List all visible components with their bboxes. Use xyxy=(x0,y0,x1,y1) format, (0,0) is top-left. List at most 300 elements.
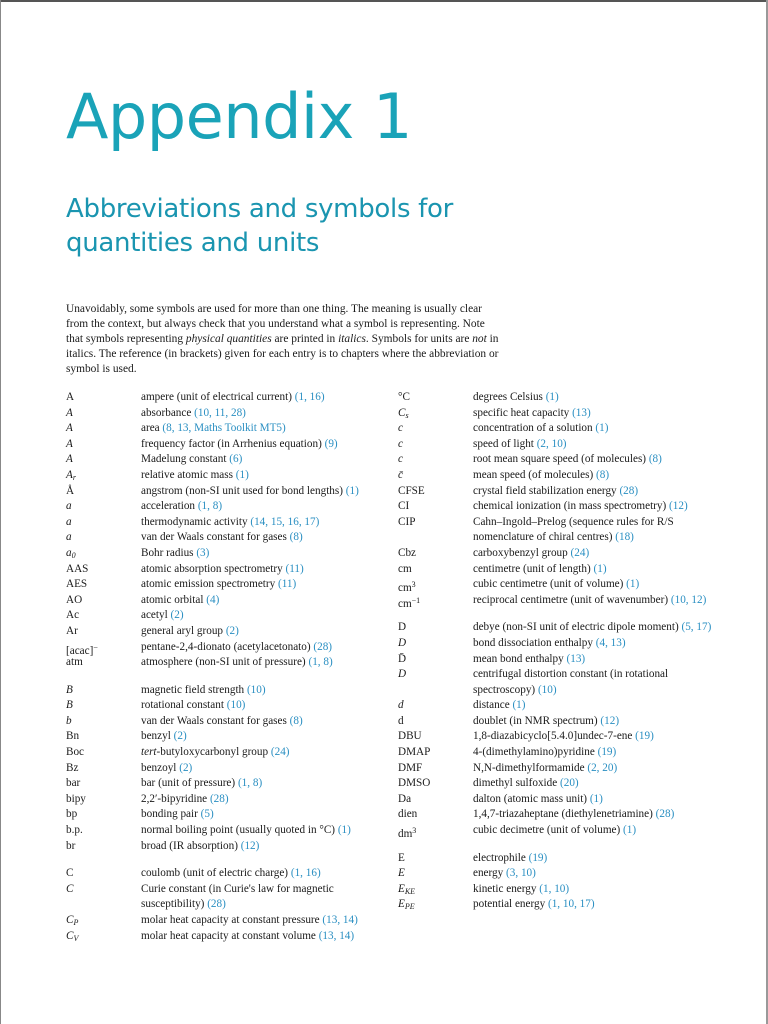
entry-description xyxy=(141,608,386,624)
entry-symbol xyxy=(398,636,406,652)
right-column xyxy=(398,390,728,913)
description-italic: tert xyxy=(141,746,157,759)
glossary-entry xyxy=(398,406,728,422)
symbol-text: E xyxy=(398,867,405,880)
entry-description xyxy=(473,452,728,468)
entry-description xyxy=(473,761,728,777)
entry-symbol xyxy=(398,593,420,613)
entry-description xyxy=(473,776,728,792)
entry-description xyxy=(473,823,728,839)
chapter-reference: (13, 14) xyxy=(318,929,355,942)
entry-description xyxy=(141,421,386,437)
entry-symbol xyxy=(398,851,405,867)
entry-symbol xyxy=(398,499,409,515)
glossary-entry xyxy=(66,776,386,792)
description-text: specific heat capacity xyxy=(473,406,570,419)
description-text: van der Waals constant for gases xyxy=(141,531,287,544)
description-text: broad (IR absorption) xyxy=(141,839,238,852)
chapter-reference: (28) xyxy=(209,792,229,805)
symbol-text: E xyxy=(398,882,405,895)
chapter-reference: (8) xyxy=(289,531,303,544)
chapter-reference: (2) xyxy=(170,609,184,622)
chapter-reference: (12) xyxy=(600,714,620,727)
chapter-reference: (2) xyxy=(225,624,239,637)
chapter-reference: (13, 14) xyxy=(322,914,358,926)
entry-description xyxy=(141,515,386,531)
symbol-subscript: s xyxy=(405,410,409,420)
entry-symbol xyxy=(398,866,405,882)
chapter-reference: (1, 16) xyxy=(290,867,321,880)
intro-text-run: . Symbols for units are xyxy=(365,333,473,345)
symbol-text: a xyxy=(66,515,72,528)
symbol-text: [acac] xyxy=(66,644,94,657)
entry-symbol xyxy=(398,620,406,636)
chapter-reference: (5, 17) xyxy=(681,621,712,634)
chapter-reference: (10, 11, 28) xyxy=(194,406,246,419)
intro-text-run: are printed in xyxy=(271,333,339,345)
entry-description xyxy=(473,729,728,745)
description-text: N,N-dimethylformamide xyxy=(473,761,585,774)
description-text: distance xyxy=(473,699,510,712)
glossary-entry xyxy=(66,698,386,714)
description-text: electrophile xyxy=(473,851,526,864)
entry-symbol xyxy=(66,437,73,453)
entry-description xyxy=(473,593,728,609)
entry-description xyxy=(473,562,728,578)
glossary-entry xyxy=(66,593,386,609)
description-text: cubic centimetre (unit of volume) xyxy=(473,578,624,591)
chapter-reference: (10, 12) xyxy=(670,593,707,606)
chapter-reference: (12) xyxy=(669,500,688,513)
entry-description xyxy=(473,437,728,453)
entry-description xyxy=(141,729,386,745)
intro-text-run: italics xyxy=(338,333,366,345)
glossary-entry xyxy=(66,913,386,929)
description-text: reciprocal centimetre (unit of wavenumber) xyxy=(473,593,669,606)
chapter-reference: (18) xyxy=(615,531,634,544)
entry-symbol xyxy=(66,655,83,671)
entry-symbol xyxy=(66,745,84,761)
entry-symbol xyxy=(398,484,425,500)
chapter-reference: (1) xyxy=(595,422,609,435)
symbol-text: A xyxy=(66,437,73,450)
glossary-entry xyxy=(398,484,728,500)
symbol-text: a xyxy=(66,546,72,559)
entry-description xyxy=(141,823,386,839)
entry-symbol xyxy=(66,452,73,468)
entry-symbol xyxy=(398,807,417,823)
chapter-reference: (10) xyxy=(226,699,246,712)
description-text: bar (unit of pressure) xyxy=(141,777,236,790)
entry-symbol xyxy=(398,745,430,761)
chapter-reference: (28) xyxy=(313,640,333,653)
page-title: Appendix 1 xyxy=(66,80,412,153)
chapter-reference: (19) xyxy=(635,730,654,743)
glossary-entry xyxy=(398,729,728,745)
description-text: cubic decimetre (unit of volume) xyxy=(473,824,621,837)
entry-symbol xyxy=(398,823,416,843)
entry-description xyxy=(473,745,728,761)
symbol-subscript: P xyxy=(73,918,79,927)
entry-description xyxy=(141,866,386,882)
description-text: mean speed (of molecules) xyxy=(473,468,594,481)
symbol-text: DBU xyxy=(398,730,422,743)
glossary-entry xyxy=(66,807,386,823)
symbol-text: a xyxy=(66,500,72,513)
chapter-reference: (10) xyxy=(246,683,266,696)
entry-description xyxy=(141,929,386,945)
symbol-text: d xyxy=(398,699,404,712)
glossary-entry xyxy=(398,577,728,593)
description-text: root mean square speed (of molecules) xyxy=(473,453,647,466)
symbol-superscript: 3 xyxy=(412,826,417,836)
entry-symbol xyxy=(398,390,410,406)
entry-symbol xyxy=(66,807,77,823)
symbol-superscript: −1 xyxy=(411,595,421,605)
description-text: atomic absorption spectrometry xyxy=(141,562,283,575)
chapter-reference: (3) xyxy=(196,546,210,559)
symbol-text: DMF xyxy=(398,761,423,774)
chapter-reference: (3, 10) xyxy=(506,867,536,880)
entry-symbol xyxy=(398,452,403,468)
entry-description xyxy=(141,807,386,823)
description-text: angstrom (non-SI unit used for bond lengths) xyxy=(141,484,343,497)
symbol-text: C xyxy=(66,914,74,926)
description-text: Bohr radius xyxy=(141,546,194,559)
entry-symbol xyxy=(66,484,74,500)
description-text: pentane-2,4-dionato (acetylacetonato) xyxy=(141,640,311,653)
symbol-text: C xyxy=(398,406,406,419)
entry-symbol xyxy=(398,546,416,562)
entry-description xyxy=(141,714,386,730)
symbol-text: D xyxy=(398,668,407,681)
entry-symbol xyxy=(398,421,403,437)
entry-description xyxy=(141,452,386,468)
entry-description xyxy=(473,882,728,898)
description-text: 1,4,7-triazaheptane (diethylenetriamine) xyxy=(473,808,653,821)
entry-description xyxy=(141,776,386,792)
symbol-text: Å xyxy=(66,484,75,497)
glossary-entry xyxy=(398,882,728,898)
description-text: Cahn–Ingold–Prelog (sequence rules for R/S nomenclature of chiral centres) xyxy=(473,515,674,544)
chapter-reference: (1, 8) xyxy=(197,500,223,513)
glossary-entry xyxy=(66,866,386,882)
glossary-entry xyxy=(66,452,386,468)
glossary-entry xyxy=(66,406,386,422)
chapter-reference: (6) xyxy=(229,453,243,466)
symbol-text: Ac xyxy=(66,609,80,622)
glossary-entry xyxy=(66,745,386,761)
entry-description xyxy=(473,406,728,422)
chapter-reference: (1) xyxy=(626,578,640,591)
chapter-reference: (1, 10, 17) xyxy=(547,898,595,911)
entry-symbol xyxy=(66,776,80,792)
entry-symbol xyxy=(66,593,82,609)
glossary-entry xyxy=(398,897,728,913)
glossary-entry xyxy=(398,620,728,636)
entry-description xyxy=(473,620,728,636)
entry-symbol xyxy=(398,667,406,683)
description-text: atomic orbital xyxy=(141,593,204,606)
symbol-text: DMAP xyxy=(398,746,431,759)
glossary-entry xyxy=(66,499,386,515)
symbol-text: bar xyxy=(66,777,81,790)
chapter-reference: (1) xyxy=(589,792,603,805)
symbol-text: c xyxy=(398,437,403,450)
description-text: Curie constant (in Curie's law for magnetic susceptibility) xyxy=(141,882,334,911)
page-edge-top xyxy=(0,0,768,2)
glossary-entry xyxy=(398,562,728,578)
symbol-text: °C xyxy=(398,391,410,403)
entry-description xyxy=(141,546,386,562)
section-gap xyxy=(66,671,386,683)
description-text: speed of light xyxy=(473,437,534,450)
symbol-text: CFSE xyxy=(398,484,425,497)
symbol-text: a xyxy=(66,531,72,544)
glossary-entry xyxy=(398,515,728,546)
entry-description xyxy=(473,698,728,714)
description-text: benzoyl xyxy=(141,761,177,774)
description-text: 1,8-diazabicyclo[5.4.0]undec-7-ene xyxy=(473,730,633,743)
section-gap xyxy=(398,608,728,620)
symbol-subscript: 0 xyxy=(71,550,76,560)
chapter-reference: (28) xyxy=(619,484,639,497)
entry-symbol xyxy=(398,714,404,730)
symbol-subscript: PE xyxy=(404,902,415,912)
entry-symbol xyxy=(398,897,415,915)
entry-description xyxy=(473,515,728,546)
entry-symbol xyxy=(66,839,75,855)
description-text: kinetic energy xyxy=(473,882,537,895)
chapter-reference: (13) xyxy=(566,652,586,665)
entry-description xyxy=(141,390,386,406)
glossary-entry xyxy=(66,655,386,671)
glossary-entry xyxy=(66,683,386,699)
description-text: molar heat capacity at constant pressure xyxy=(141,914,320,926)
symbol-text: dm xyxy=(398,828,413,841)
symbol-text: c̄ xyxy=(398,468,403,481)
description-text: magnetic field strength xyxy=(141,683,245,696)
glossary-entry xyxy=(66,484,386,500)
entry-description xyxy=(141,761,386,777)
chapter-reference: (24) xyxy=(270,746,290,759)
description-text: acetyl xyxy=(141,609,168,622)
description-text: molar heat capacity at constant volume xyxy=(141,929,316,942)
description-text: doublet (in NMR spectrum) xyxy=(473,714,598,727)
entry-symbol xyxy=(66,530,72,546)
description-text: debye (non-SI unit of electric dipole moment) xyxy=(473,621,679,634)
chapter-reference: (8) xyxy=(648,453,662,466)
symbol-text: A xyxy=(66,453,73,466)
glossary-entry xyxy=(66,515,386,531)
glossary-entry xyxy=(66,792,386,808)
symbol-text: AAS xyxy=(66,562,89,575)
entry-description xyxy=(141,530,386,546)
glossary-entry xyxy=(398,437,728,453)
symbol-subscript: KE xyxy=(404,886,416,896)
description-text: benzyl xyxy=(141,730,171,743)
entry-symbol xyxy=(398,776,430,792)
symbol-text: D xyxy=(398,636,407,649)
entry-description xyxy=(473,468,728,484)
description-text: concentration of a solution xyxy=(473,422,593,435)
description-text: centimetre (unit of length) xyxy=(473,562,591,575)
chapter-reference: (1, 8) xyxy=(237,777,263,790)
entry-symbol xyxy=(66,761,78,777)
description-text: acceleration xyxy=(141,500,196,513)
description-text: absorbance xyxy=(141,406,192,419)
description-text: relative atomic mass xyxy=(141,468,233,481)
entry-symbol xyxy=(398,562,412,578)
chapter-reference: (4) xyxy=(206,593,220,606)
chapter-reference: (12) xyxy=(240,839,260,852)
glossary-entry xyxy=(66,390,386,406)
intro-text-run: in italics. The reference (in brackets) given for each entry is to chapters where the abbreviation or symbol is used. xyxy=(66,333,499,375)
entry-symbol xyxy=(66,882,73,898)
page-subtitle: Abbreviations and symbols for quantities and units xyxy=(66,194,454,258)
description-text: crystal field stabilization energy xyxy=(473,484,617,497)
entry-description xyxy=(473,807,728,823)
symbol-text: bipy xyxy=(66,792,86,805)
symbol-text: d xyxy=(398,714,404,727)
symbol-text: A xyxy=(66,406,73,419)
symbol-text: Cbz xyxy=(398,546,417,559)
symbol-superscript: 3 xyxy=(411,580,416,590)
glossary-entry xyxy=(398,452,728,468)
symbol-text: b xyxy=(66,714,72,727)
entry-description xyxy=(473,866,728,882)
entry-description xyxy=(473,390,728,406)
entry-symbol xyxy=(66,608,79,624)
entry-description xyxy=(141,624,386,640)
symbol-superscript: − xyxy=(93,642,98,652)
glossary-entry xyxy=(398,593,728,609)
symbol-subscript: V xyxy=(73,933,79,943)
entry-symbol xyxy=(66,823,83,839)
chapter-reference: (8) xyxy=(289,714,303,727)
description-text: centrifugal distortion constant (in rotational spectroscopy) xyxy=(473,668,669,696)
entry-description xyxy=(473,499,728,515)
intro-paragraph xyxy=(66,302,502,377)
symbol-text: bp xyxy=(66,808,78,821)
glossary-entry xyxy=(66,577,386,593)
description-text: Madelung constant xyxy=(141,453,227,466)
entry-description xyxy=(473,851,728,867)
symbol-text: br xyxy=(66,839,76,852)
chapter-reference: (9) xyxy=(324,437,338,450)
chapter-reference: (11) xyxy=(278,578,297,591)
chapter-reference: (1) xyxy=(512,699,526,712)
description-text: bond dissociation enthalpy xyxy=(473,636,593,649)
entry-description xyxy=(473,667,728,698)
chapter-reference: (1, 16) xyxy=(294,391,325,403)
description-text: bonding pair xyxy=(141,808,198,821)
symbol-text: Bn xyxy=(66,730,80,743)
glossary-entry xyxy=(66,729,386,745)
entry-symbol xyxy=(66,390,74,406)
glossary-entry xyxy=(66,562,386,578)
glossary-entry xyxy=(66,530,386,546)
description-text: van der Waals constant for gases xyxy=(141,714,287,727)
glossary-entry xyxy=(66,839,386,855)
symbol-text: CIP xyxy=(398,515,416,528)
symbol-text: AO xyxy=(66,593,83,606)
symbol-text: B xyxy=(66,699,73,712)
entry-description xyxy=(473,714,728,730)
entry-description xyxy=(141,499,386,515)
glossary-entry xyxy=(398,823,728,839)
entry-symbol xyxy=(66,929,78,947)
symbol-text: D̄ xyxy=(398,652,407,665)
entry-description xyxy=(141,437,386,453)
chapter-reference: (24) xyxy=(570,546,590,559)
description-text: frequency factor (in Arrhenius equation) xyxy=(141,437,322,450)
description-text: coulomb (unit of electric charge) xyxy=(141,867,289,880)
symbol-text: Ar xyxy=(66,624,78,637)
entry-description xyxy=(141,683,386,699)
glossary-entry xyxy=(66,437,386,453)
chapter-reference: (20) xyxy=(560,777,579,790)
entry-symbol xyxy=(66,792,86,808)
chapter-reference: (4, 13) xyxy=(595,636,626,649)
entry-symbol xyxy=(66,515,72,531)
entry-description xyxy=(141,792,386,808)
chapter-reference: (13) xyxy=(572,406,591,419)
entry-description xyxy=(141,839,386,855)
entry-symbol xyxy=(66,421,73,437)
symbol-text: E xyxy=(398,851,405,864)
glossary-entry xyxy=(66,468,386,484)
symbol-text: C xyxy=(66,867,74,880)
symbol-text: b.p. xyxy=(66,824,83,837)
chapter-reference: (8, 13, Maths Toolkit MT5) xyxy=(162,422,286,435)
glossary-entry xyxy=(398,390,728,406)
symbol-text: Da xyxy=(398,792,412,805)
glossary-entry xyxy=(398,776,728,792)
chapter-reference: (2, 20) xyxy=(587,761,618,774)
symbol-text: DMSO xyxy=(398,777,431,790)
description-text: atmosphere (non-SI unit of pressure) xyxy=(141,656,306,669)
entry-description xyxy=(141,593,386,609)
entry-symbol xyxy=(398,437,403,453)
entry-description xyxy=(141,913,386,929)
entry-symbol xyxy=(66,698,73,714)
glossary-entry xyxy=(398,667,728,698)
glossary-entry xyxy=(66,640,386,656)
chapter-reference: (1, 10) xyxy=(539,882,570,895)
symbol-text: dien xyxy=(398,808,418,821)
section-gap xyxy=(66,854,386,866)
symbol-text: A xyxy=(66,468,73,481)
entry-description xyxy=(473,636,728,652)
chapter-reference: (1, 8) xyxy=(308,656,333,669)
symbol-text: AES xyxy=(66,578,88,591)
entry-symbol xyxy=(66,406,73,422)
glossary-entry xyxy=(398,792,728,808)
entry-symbol xyxy=(66,714,72,730)
entry-symbol xyxy=(66,683,73,699)
entry-symbol xyxy=(66,866,73,882)
chapter-reference: (2, 10) xyxy=(536,437,567,450)
glossary-entry xyxy=(398,652,728,668)
description-text: carboxybenzyl group xyxy=(473,546,568,559)
description-text: atomic emission spectrometry xyxy=(141,578,276,591)
entry-description xyxy=(141,562,386,578)
symbol-text: c xyxy=(398,453,403,466)
entry-symbol xyxy=(398,652,406,668)
chapter-reference: (10) xyxy=(537,683,557,696)
description-text: dimethyl sulfoxide xyxy=(473,777,558,790)
